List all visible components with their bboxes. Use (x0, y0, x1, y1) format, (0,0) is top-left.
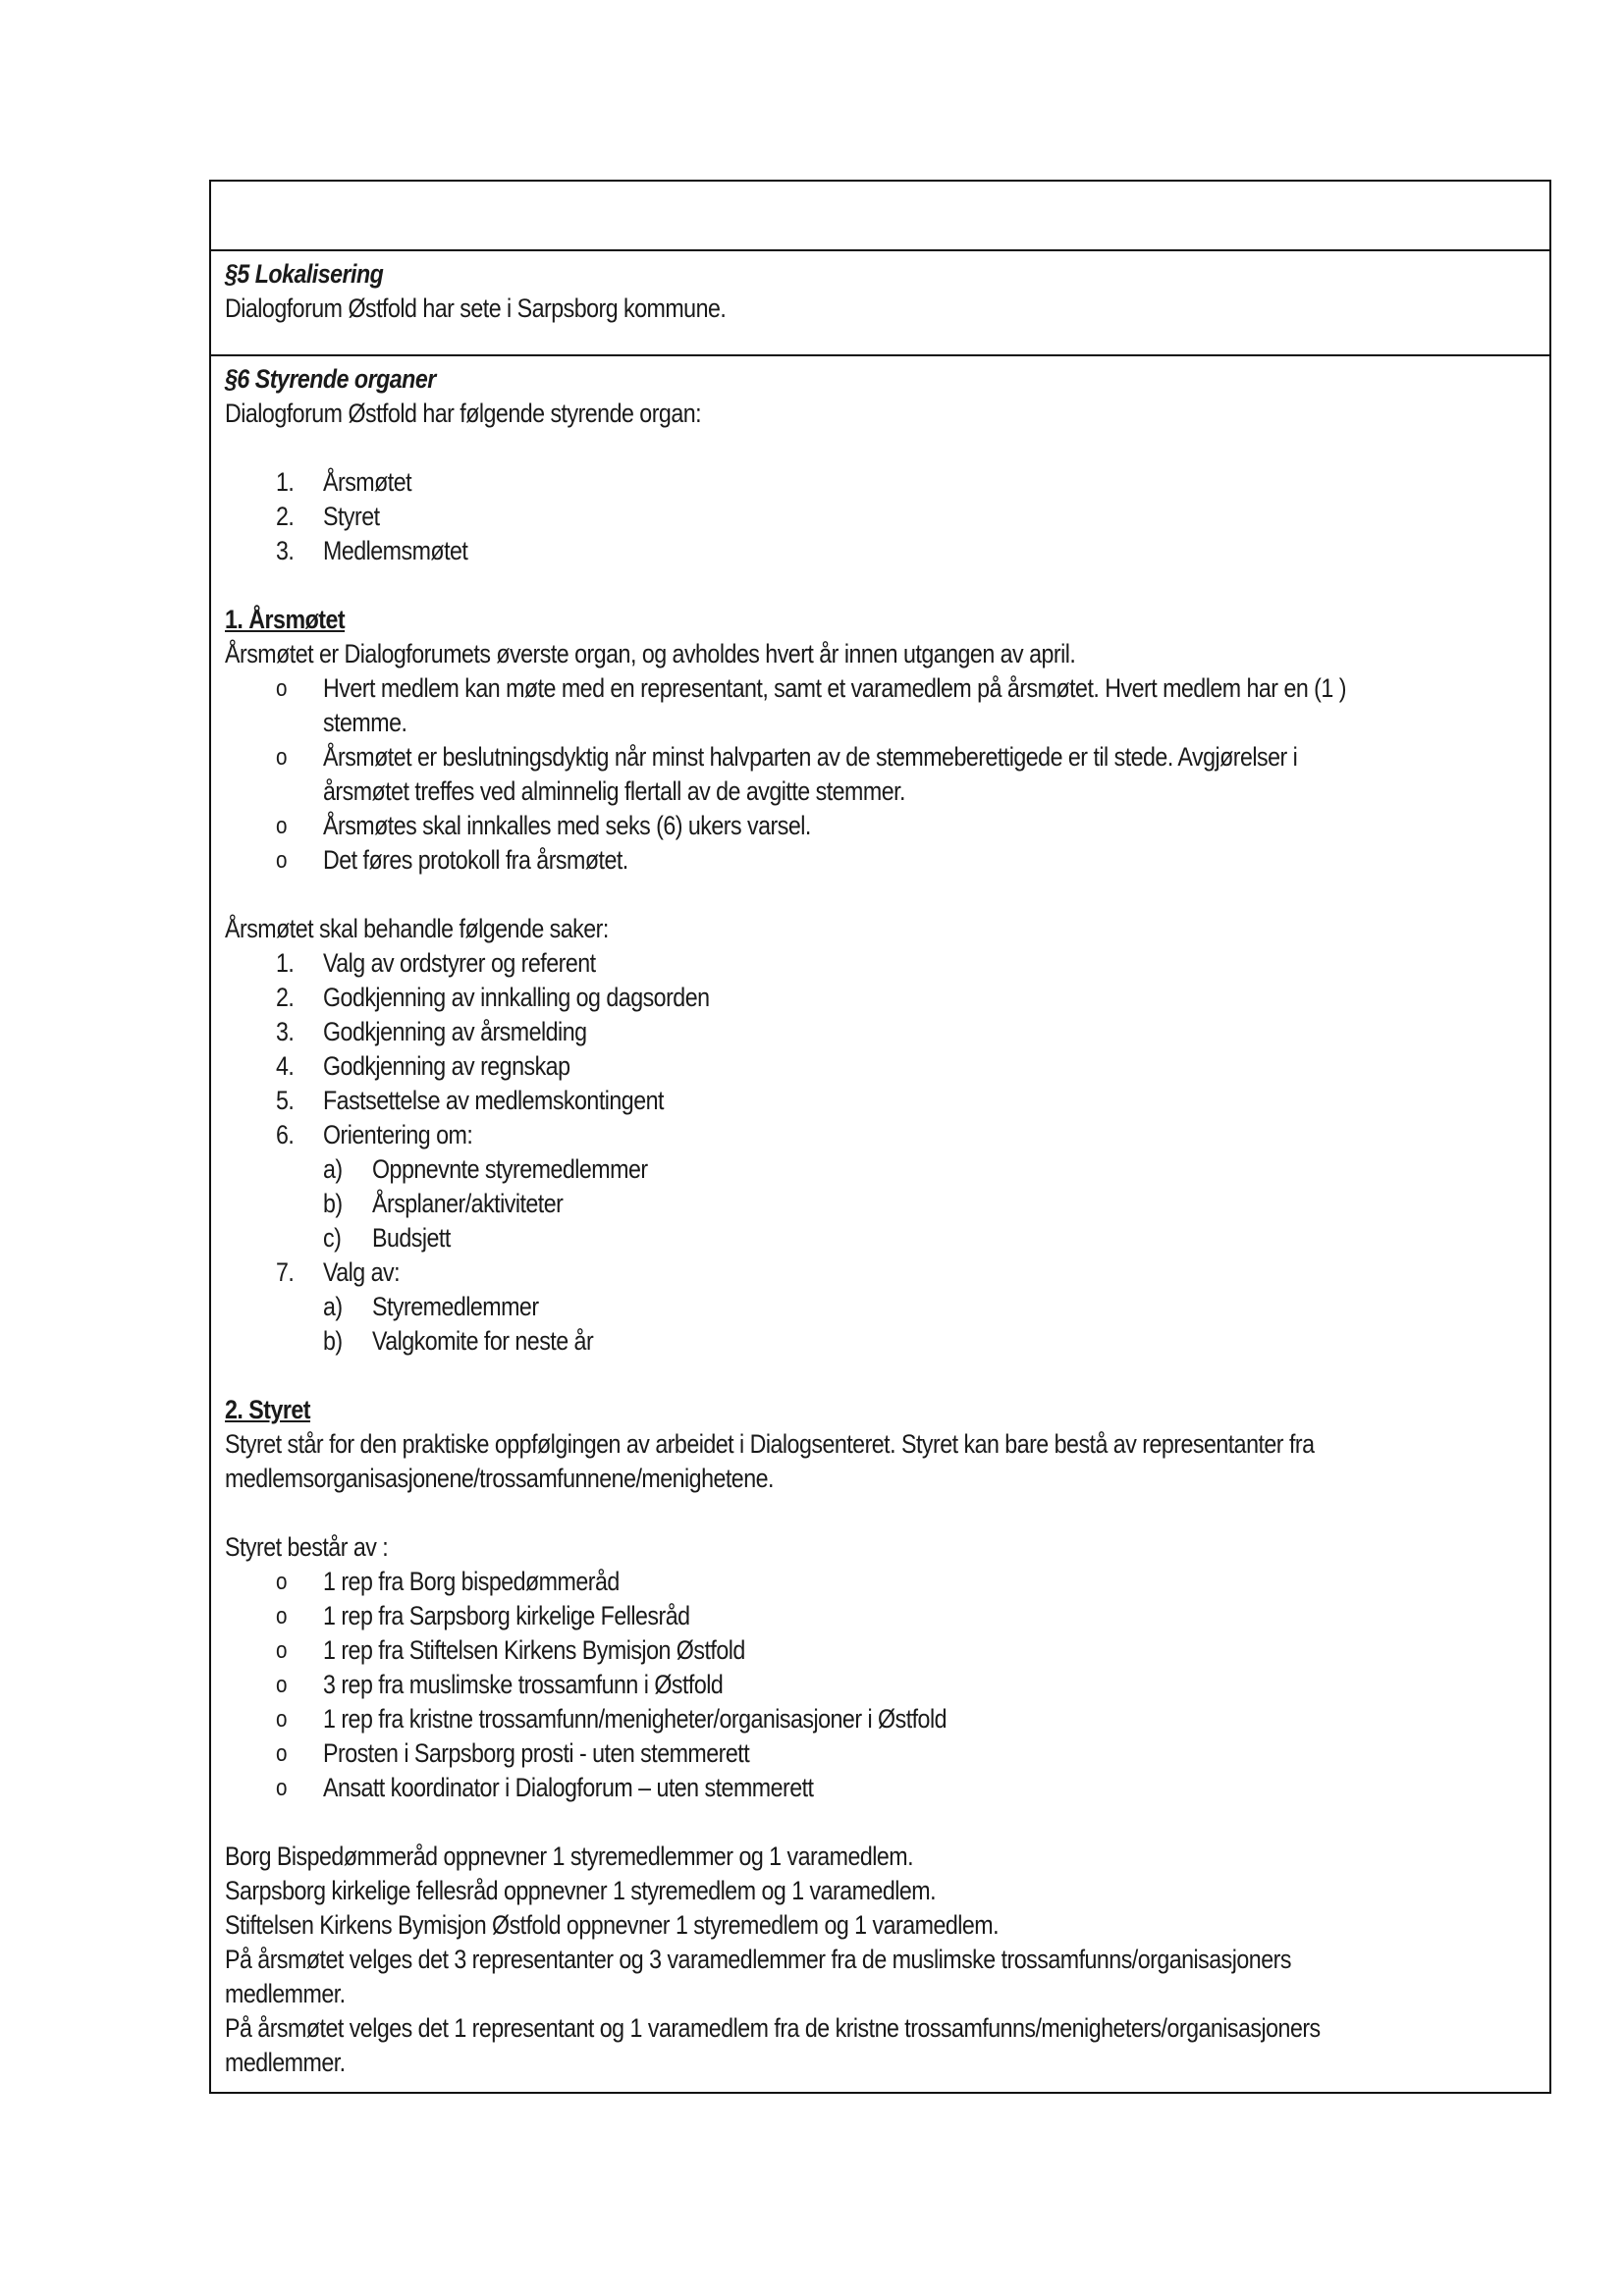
list-item: a) Styremedlemmer (323, 1292, 539, 1321)
styret-heading: 2. Styret (225, 1395, 310, 1424)
closing-line: Borg Bispedømmeråd oppnevner 1 styremedlemmer og 1 varamedlem. (225, 1842, 914, 1871)
section-6-intro: Dialogforum Østfold har følgende styrende organ: (225, 399, 702, 428)
bullet-marker: o (276, 1603, 287, 1629)
bullet-marker: o (276, 675, 287, 702)
arsmotet-heading: 1. Årsmøtet (225, 605, 346, 634)
section-6-heading: §6 Styrende organer (225, 364, 436, 394)
section-6-row (211, 356, 1549, 2080)
arsmotet-intro: Årsmøtet er Dialogforumets øverste organ, og avholdes hvert år innen utgangen av april. (225, 639, 1076, 668)
agenda-intro: Årsmøtet skal behandle følgende saker: (225, 914, 609, 943)
bullet-marker: o (276, 847, 287, 874)
list-item: c) Budsjett (323, 1223, 451, 1253)
list-item: 2. Godkjenning av innkalling og dagsorden (276, 983, 710, 1012)
list-item: o Hvert medlem kan møte med en representant, samt et varamedlem på årsmøtet. Hvert medlem har en (1 ) stemme. (276, 673, 1346, 737)
bullet-marker: o (276, 1706, 287, 1733)
closing-line: medlemmer. (225, 1979, 346, 2008)
closing-line: På årsmøtet velges det 3 representanter og 3 varamedlemmer fra de muslimske trossamfunns/organisasjoners (225, 1945, 1291, 1974)
bullet-marker: o (276, 744, 287, 771)
styret-closing-paragraph (225, 1840, 1536, 2080)
section-5-row (211, 251, 1549, 356)
list-item: 1. Valg av ordstyrer og referent (276, 948, 596, 978)
closing-line: medlemmer. (225, 2048, 346, 2077)
list-item: o 1 rep fra Sarpsborg kirkelige Fellesråd (225, 1599, 1536, 1633)
list-item: 6. Orientering om: (276, 1120, 473, 1149)
list-item: 3. Medlemsmøtet (276, 536, 468, 565)
bullet-marker: o (276, 1775, 287, 1801)
list-item: o Det føres protokoll fra årsmøtet. (225, 843, 1536, 878)
styret-paragraph-line: Styret står for den praktiske oppfølgingen av arbeidet i Dialogsenteret. Styret kan bare bestå av representanter fra (225, 1429, 1315, 1459)
arsmotet-rules-list (225, 671, 1536, 878)
list-item: o 1 rep fra kristne trossamfunn/menigheter/organisasjoner i Østfold (225, 1702, 1536, 1736)
bullet-marker: o (276, 1672, 287, 1698)
styret-members-list (225, 1565, 1536, 1805)
styret-paragraph-line: medlemsorganisasjonene/trossamfunnene/menighetene. (225, 1464, 774, 1493)
styret-composition-intro: Styret består av : (225, 1532, 389, 1562)
list-item: o Årsmøtes skal innkalles med seks (6) ukers varsel. (225, 809, 1536, 843)
list-item: o Årsmøtet er beslutningsdyktig når minst halvparten av de stemmeberettigede er til stede. Avgjørelser i årsmøtet treffes ved alminnelig flertall av de avgitte stemmer. (276, 742, 1298, 806)
list-item: o Ansatt koordinator i Dialogforum – uten stemmerett (225, 1771, 1536, 1805)
list-item: a) Oppnevnte styremedlemmer (323, 1154, 648, 1184)
bullet-marker: o (276, 1569, 287, 1595)
list-item: b) Valgkomite for neste år (323, 1326, 594, 1356)
list-item: 7. Valg av: (276, 1257, 401, 1287)
closing-line: Stiftelsen Kirkens Bymisjon Østfold oppnevner 1 styremedlem og 1 varamedlem. (225, 1910, 1000, 1940)
list-item: 1. Årsmøtet (276, 467, 412, 497)
list-item: 4. Godkjenning av regnskap (276, 1051, 570, 1081)
bullet-marker: o (276, 813, 287, 839)
list-item: o 1 rep fra Borg bispedømmeråd (225, 1565, 1536, 1599)
closing-line: Sarpsborg kirkelige fellesråd oppnevner 1 styremedlem og 1 varamedlem. (225, 1876, 937, 1905)
bylaws-table (209, 180, 1551, 2094)
organs-list (225, 465, 1536, 568)
list-item: o 3 rep fra muslimske trossamfunn i Østfold (225, 1668, 1536, 1702)
agenda-list (225, 946, 1536, 1359)
list-item: 5. Fastsettelse av medlemskontingent (276, 1086, 664, 1115)
list-item: 3. Godkjenning av årsmelding (276, 1017, 587, 1046)
list-item: 2. Styret (276, 502, 380, 531)
list-item: b) Årsplaner/aktiviteter (323, 1189, 564, 1218)
closing-line: På årsmøtet velges det 1 representant og 1 varamedlem fra de kristne trossamfunns/menigheters/organisasjoners (225, 2013, 1321, 2043)
section-5-text: Dialogforum Østfold har sete i Sarpsborg kommune. (225, 294, 727, 323)
bullet-marker: o (276, 1637, 287, 1664)
list-item: o 1 rep fra Stiftelsen Kirkens Bymisjon Østfold (225, 1633, 1536, 1668)
section-5-heading: §5 Lokalisering (225, 259, 384, 289)
empty-header-row (211, 182, 1549, 251)
bullet-marker: o (276, 1740, 287, 1767)
list-item: o Prosten i Sarpsborg prosti - uten stemmerett (225, 1736, 1536, 1771)
